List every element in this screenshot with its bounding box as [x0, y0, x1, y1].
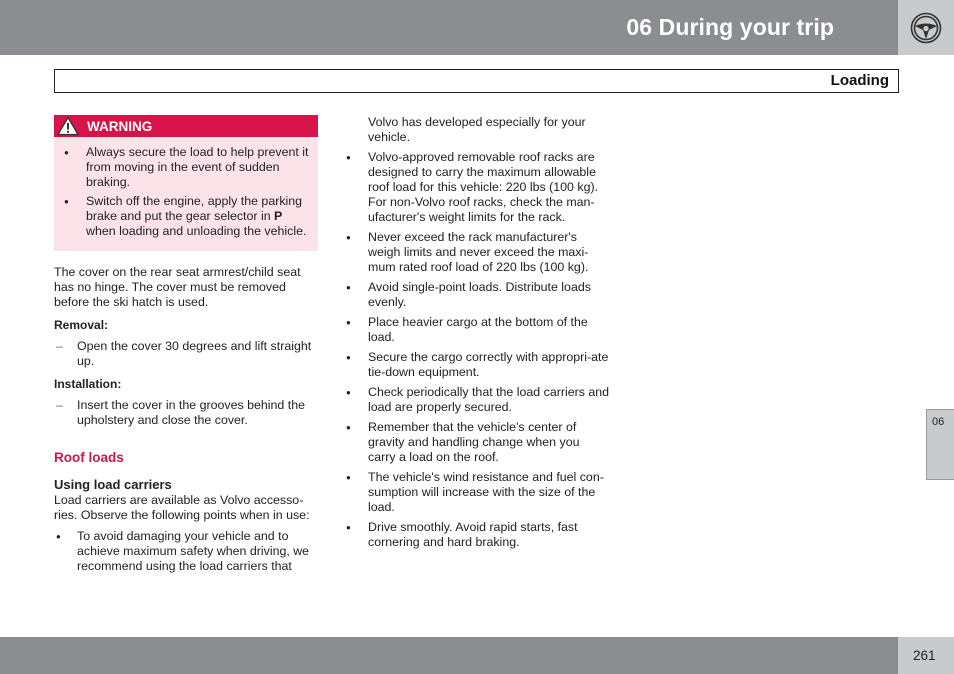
roof-list-start	[54, 529, 318, 574]
list-item-text: Place heavier cargo at the bottom of the load.	[368, 315, 588, 344]
warning-triangle-icon	[57, 116, 79, 136]
list-item	[345, 520, 610, 550]
chapter-title: 06 During your trip	[626, 14, 834, 40]
load-carriers-subheading: Using load carriers	[54, 477, 172, 492]
warning-list	[54, 137, 318, 239]
list-item	[345, 385, 610, 415]
list-item-text: Always secure the load to help prevent it from moving in the event of sudden braking.	[86, 145, 309, 189]
chapter-side-tab[interactable]	[926, 409, 954, 480]
list-item-text: Volvo-approved removable roof racks are designed to carry the maximum allowable roof load for this vehicle: 220 lbs (100 kg). For non-Volvo roof racks, check the man-ufacturer's weight limits for the rack.	[368, 150, 599, 224]
warning-header	[54, 115, 318, 137]
list-item-text: Drive smoothly. Avoid rapid starts, fast cornering and hard braking.	[368, 520, 578, 549]
list-item-continuation: Volvo has developed especially for your vehicle.	[368, 115, 586, 144]
list-item-text: Open the cover 30 degrees and lift straight up.	[77, 339, 312, 368]
section-title: Loading	[830, 72, 889, 89]
footer-bar	[0, 637, 898, 674]
installation-label: Installation:	[54, 377, 122, 391]
column-right	[345, 115, 610, 555]
list-item-text: Remember that the vehicle's center of gravity and handling change when you carry a load on the roof.	[368, 420, 580, 464]
section-bar	[54, 69, 899, 93]
column-left	[54, 115, 318, 578]
list-item-text: Never exceed the rack manufacturer's weigh limits and never exceed the maxi-mum rated roof load of 220 lbs (100 kg).	[368, 230, 589, 274]
warning-title: WARNING	[87, 119, 153, 134]
page-number-box	[898, 637, 954, 674]
removal-list	[54, 339, 318, 369]
list-item	[54, 529, 318, 574]
list-item	[345, 150, 610, 225]
cover-intro: The cover on the rear seat armrest/child seat has no hinge. The cover must be removed before the ski hatch is used.	[54, 265, 301, 309]
list-item	[345, 230, 610, 275]
list-item	[345, 280, 610, 310]
list-item	[62, 194, 310, 239]
list-item-text: Secure the cargo correctly with appropri-ate tie-down equipment.	[368, 350, 609, 379]
list-item-text: Insert the cover in the grooves behind the upholstery and close the cover.	[77, 398, 305, 427]
list-item	[345, 350, 610, 380]
warning-box	[54, 115, 318, 251]
list-item	[345, 315, 610, 345]
roof-loads-heading: Roof loads	[54, 450, 124, 465]
list-item	[54, 398, 318, 428]
list-item-text: Switch off the engine, apply the parking brake and put the gear selector in	[86, 194, 303, 223]
roof-list	[345, 150, 610, 550]
roof-intro: Load carriers are available as Volvo accesso-ries. Observe the following points when in use:	[54, 493, 310, 522]
gear-position-text: P	[274, 209, 283, 223]
header-bar	[0, 0, 898, 55]
list-item	[345, 420, 610, 465]
steering-wheel-icon	[910, 12, 942, 44]
removal-label: Removal:	[54, 318, 109, 332]
list-item	[54, 339, 318, 369]
list-item-text: The vehicle's wind resistance and fuel con-sumption will increase with the size of the load.	[368, 470, 604, 514]
page-number: 261	[913, 648, 936, 663]
installation-list	[54, 398, 318, 428]
list-item-text: To avoid damaging your vehicle and to achieve maximum safety when driving, we recommend using the load carriers that	[77, 529, 310, 573]
list-item	[62, 145, 310, 190]
list-item-text: Check periodically that the load carriers and load are properly secured.	[368, 385, 610, 414]
list-item	[345, 470, 610, 515]
list-item-text: Avoid single-point loads. Distribute loads evenly.	[368, 280, 591, 309]
list-item-text: when loading and unloading the vehicle.	[86, 224, 307, 238]
chapter-side-tab-label: 06	[932, 416, 945, 428]
chapter-icon-box	[898, 0, 954, 55]
